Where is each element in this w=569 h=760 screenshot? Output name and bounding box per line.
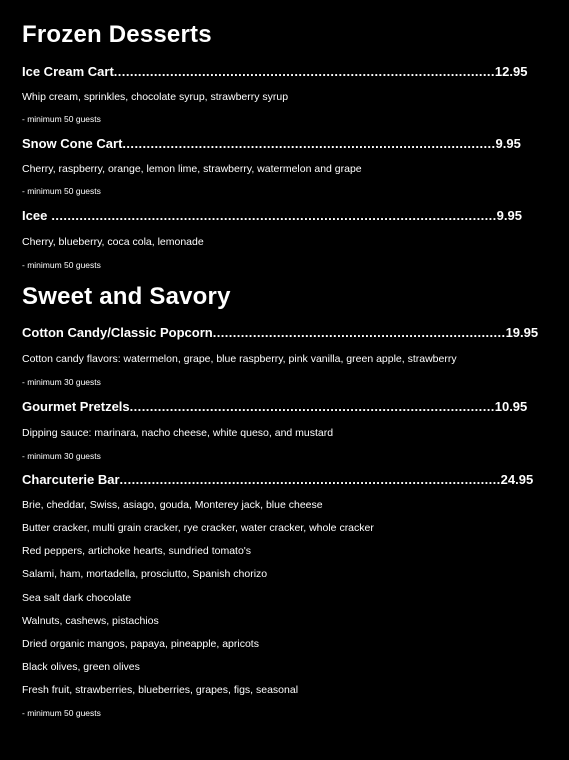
item-detail-line: Black olives, green olives — [22, 661, 140, 673]
menu-item-cotton-candy-popcorn — [22, 325, 548, 341]
item-name: Cotton Candy/Classic Popcorn — [22, 325, 213, 340]
item-detail-line: Salami, ham, mortadella, prosciutto, Spanish chorizo — [22, 568, 268, 580]
item-detail-line: Dried organic mangos, papaya, pineapple, apricots — [22, 638, 259, 650]
item-price: 9.95 — [496, 208, 522, 223]
item-minimum: - minimum 50 guests — [22, 260, 101, 270]
menu-item-snow-cone-cart — [22, 136, 547, 152]
item-name: Icee — [22, 208, 48, 223]
leader-dots: ............................................................................................... — [113, 64, 495, 79]
item-name: Ice Cream Cart — [22, 64, 114, 79]
item-detail-line: Red peppers, artichoke hearts, sundried tomato's — [22, 545, 252, 557]
leader-dots: ............................................................................................... — [119, 472, 501, 487]
leader-dots: ............................................................................................................... — [47, 208, 497, 223]
item-name: Snow Cone Cart — [22, 136, 123, 151]
item-minimum: - minimum 50 guests — [22, 114, 101, 124]
menu-item-ice-cream-cart — [22, 64, 552, 80]
item-description: Dipping sauce: marinara, nacho cheese, white queso, and mustard — [22, 427, 334, 439]
item-description: Cherry, raspberry, orange, lemon lime, strawberry, watermelon and grape — [22, 163, 362, 175]
item-description: Whip cream, sprinkles, chocolate syrup, strawberry syrup — [22, 91, 289, 103]
item-minimum: - minimum 50 guests — [22, 186, 101, 196]
item-minimum: - minimum 50 guests — [22, 708, 101, 718]
menu-item-charcuterie-bar — [22, 472, 548, 488]
menu-item-icee — [22, 208, 550, 224]
item-minimum: - minimum 30 guests — [22, 451, 101, 461]
item-price: 19.95 — [505, 325, 539, 340]
item-price: 10.95 — [494, 399, 528, 414]
item-name: Gourmet Pretzels — [22, 399, 130, 414]
item-name: Charcuterie Bar — [22, 472, 120, 487]
item-description: Cherry, blueberry, coca cola, lemonade — [22, 236, 204, 248]
item-detail-line: Fresh fruit, strawberries, blueberries, grapes, figs, seasonal — [22, 684, 299, 696]
leader-dots: ........................................................................................... — [129, 399, 495, 414]
item-detail-line: Sea salt dark chocolate — [22, 592, 132, 604]
item-description: Cotton candy flavors: watermelon, grape, blue raspberry, pink vanilla, green apple, strawberry — [22, 353, 457, 365]
leader-dots: ......................................................................... — [212, 325, 506, 340]
item-minimum: - minimum 30 guests — [22, 377, 101, 387]
item-detail-line: Walnuts, cashews, pistachios — [22, 615, 159, 627]
section-title-sweet-and-savory: Sweet and Savory — [22, 283, 231, 310]
item-price: 9.95 — [495, 136, 521, 151]
menu-item-gourmet-pretzels — [22, 399, 550, 415]
leader-dots: ............................................................................................. — [122, 136, 496, 151]
item-detail-line: Brie, cheddar, Swiss, asiago, gouda, Monterey jack, blue cheese — [22, 499, 323, 511]
item-detail-line: Butter cracker, multi grain cracker, rye cracker, water cracker, whole cracker — [22, 522, 374, 534]
item-price: 24.95 — [500, 472, 534, 487]
item-price: 12.95 — [494, 64, 528, 79]
section-title-frozen-desserts: Frozen Desserts — [22, 21, 212, 48]
